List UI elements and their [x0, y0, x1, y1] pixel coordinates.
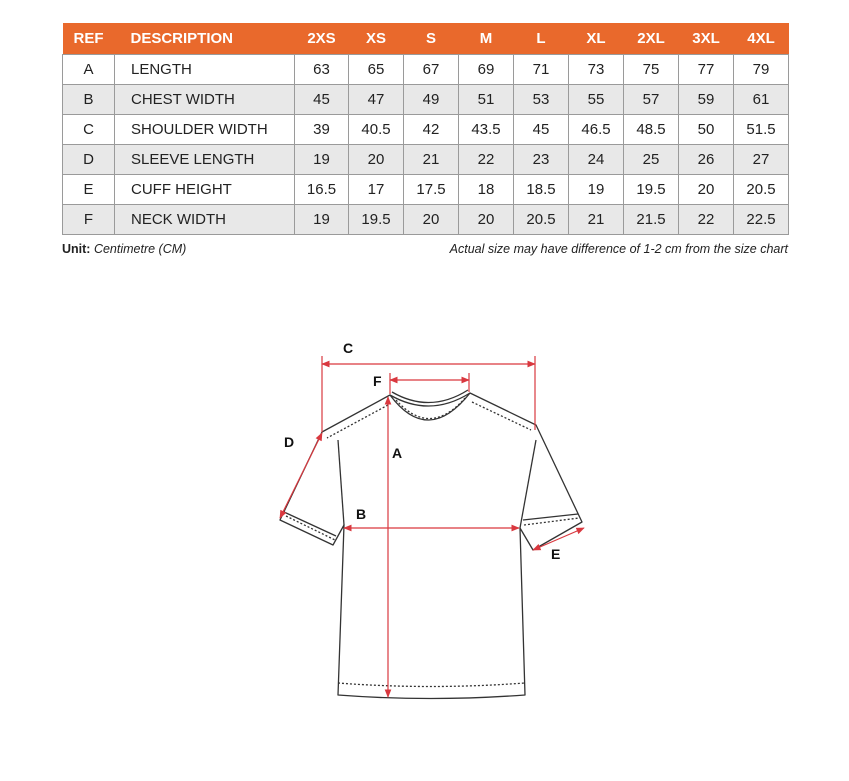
- ref-cell: E: [63, 175, 115, 205]
- value-cell: 65: [349, 55, 404, 85]
- value-cell: 45: [295, 85, 349, 115]
- value-cell: 77: [679, 55, 734, 85]
- value-cell: 19.5: [624, 175, 679, 205]
- ref-cell: B: [63, 85, 115, 115]
- value-cell: 24: [569, 145, 624, 175]
- tshirt-outline: [280, 390, 582, 699]
- label-f: F: [373, 373, 382, 389]
- measurement-lines: [280, 356, 584, 697]
- value-cell: 46.5: [569, 115, 624, 145]
- value-cell: 16.5: [295, 175, 349, 205]
- value-cell: 20.5: [734, 175, 789, 205]
- unit-label: Unit:: [62, 242, 91, 256]
- header-size-m: M: [459, 23, 514, 55]
- ref-cell: C: [63, 115, 115, 145]
- value-cell: 49: [404, 85, 459, 115]
- value-cell: 20: [349, 145, 404, 175]
- header-ref: REF: [63, 23, 115, 55]
- value-cell: 20.5: [514, 205, 569, 235]
- header-size-xl: XL: [569, 23, 624, 55]
- value-cell: 71: [514, 55, 569, 85]
- description-cell: NECK WIDTH: [115, 205, 295, 235]
- value-cell: 19: [295, 145, 349, 175]
- size-disclaimer: Actual size may have difference of 1-2 cm from the size chart: [449, 242, 788, 256]
- description-cell: LENGTH: [115, 55, 295, 85]
- value-cell: 21: [569, 205, 624, 235]
- value-cell: 23: [514, 145, 569, 175]
- label-c: C: [343, 340, 354, 356]
- description-cell: CUFF HEIGHT: [115, 175, 295, 205]
- description-cell: SLEEVE LENGTH: [115, 145, 295, 175]
- value-cell: 25: [624, 145, 679, 175]
- header-size-3xl: 3XL: [679, 23, 734, 55]
- value-cell: 26: [679, 145, 734, 175]
- value-cell: 22: [679, 205, 734, 235]
- label-e: E: [551, 546, 561, 562]
- value-cell: 61: [734, 85, 789, 115]
- value-cell: 27: [734, 145, 789, 175]
- value-cell: 20: [679, 175, 734, 205]
- description-cell: SHOULDER WIDTH: [115, 115, 295, 145]
- value-cell: 51: [459, 85, 514, 115]
- label-d: D: [284, 434, 295, 450]
- header-size-s: S: [404, 23, 459, 55]
- value-cell: 18.5: [514, 175, 569, 205]
- value-cell: 73: [569, 55, 624, 85]
- value-cell: 20: [404, 205, 459, 235]
- value-cell: 50: [679, 115, 734, 145]
- header-description: DESCRIPTION: [115, 23, 295, 55]
- value-cell: 19: [569, 175, 624, 205]
- label-b: B: [356, 506, 367, 522]
- value-cell: 22.5: [734, 205, 789, 235]
- value-cell: 69: [459, 55, 514, 85]
- label-a: A: [392, 445, 403, 461]
- value-cell: 63: [295, 55, 349, 85]
- value-cell: 21.5: [624, 205, 679, 235]
- value-cell: 57: [624, 85, 679, 115]
- header-size-2xs: 2XS: [295, 23, 349, 55]
- value-cell: 51.5: [734, 115, 789, 145]
- ref-cell: D: [63, 145, 115, 175]
- value-cell: 67: [404, 55, 459, 85]
- value-cell: 47: [349, 85, 404, 115]
- value-cell: 17: [349, 175, 404, 205]
- value-cell: 22: [459, 145, 514, 175]
- value-cell: 19: [295, 205, 349, 235]
- value-cell: 43.5: [459, 115, 514, 145]
- value-cell: 17.5: [404, 175, 459, 205]
- value-cell: 79: [734, 55, 789, 85]
- ref-cell: A: [63, 55, 115, 85]
- value-cell: 53: [514, 85, 569, 115]
- header-size-2xl: 2XL: [624, 23, 679, 55]
- value-cell: 55: [569, 85, 624, 115]
- value-cell: 48.5: [624, 115, 679, 145]
- value-cell: 59: [679, 85, 734, 115]
- value-cell: 18: [459, 175, 514, 205]
- ref-cell: F: [63, 205, 115, 235]
- description-cell: CHEST WIDTH: [115, 85, 295, 115]
- value-cell: 75: [624, 55, 679, 85]
- value-cell: 19.5: [349, 205, 404, 235]
- value-cell: 39: [295, 115, 349, 145]
- value-cell: 42: [404, 115, 459, 145]
- value-cell: 20: [459, 205, 514, 235]
- header-size-l: L: [514, 23, 569, 55]
- value-cell: 40.5: [349, 115, 404, 145]
- header-size-4xl: 4XL: [734, 23, 789, 55]
- value-cell: 21: [404, 145, 459, 175]
- unit-value: Centimetre (CM): [93, 242, 187, 256]
- header-size-xs: XS: [349, 23, 404, 55]
- value-cell: 45: [514, 115, 569, 145]
